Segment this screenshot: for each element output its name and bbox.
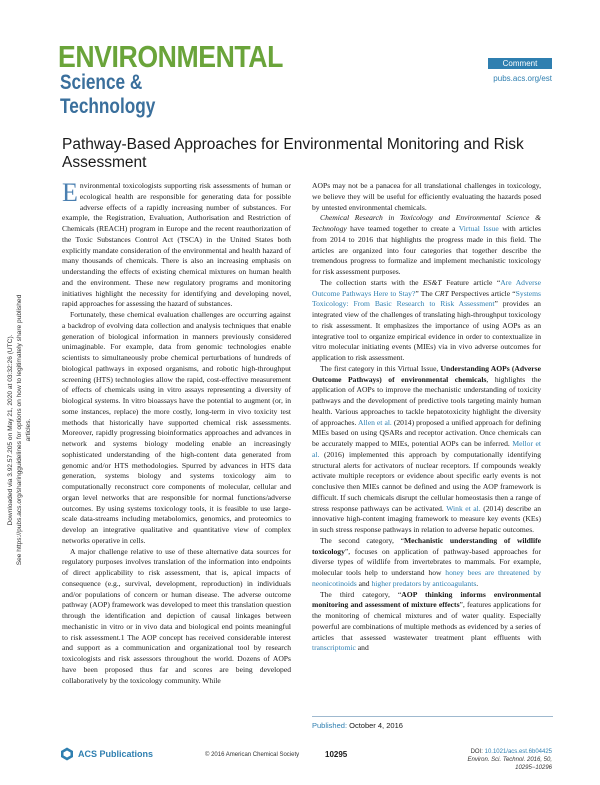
text-run: Feature article “ [441,277,501,287]
wink-et-al-link[interactable]: Wink et al. [446,503,481,513]
text-run: and [355,643,369,653]
copyright: © 2016 American Chemical Society [205,752,300,758]
published-date [312,716,553,730]
article-title: Pathway-Based Approaches for Environmental Monitoring and Risk Assessment [62,136,524,171]
paragraph [312,213,541,278]
left-column [62,178,291,686]
text-run: and [356,578,372,588]
journal-names: Chemical Research in Toxicology and Environmental Science & Technology [312,213,541,233]
text-run: ” provides an integrated view of the challenges of translating high-throughput toxicology to risk assessment. It emphasizes the importance of using AOPs as an integrative tool to organize empirical evidence in order to contextualize in vitro molecular initiating events (MIEs) via in vivo adverse outcomes for application to risk assessment. [312,299,541,362]
journal-url-link[interactable]: pubs.acs.org/est [493,74,552,83]
paragraph [312,536,541,590]
virtual-issue-link[interactable]: Virtual Issue [458,224,499,233]
higher-predators-link[interactable]: higher predators by anticoagulants [371,578,477,588]
text-run: (2014) describe an innovative high-content imaging framework to measure key events (KEs) in such stress response pathways in relation to adverse hepatic outcomes. [312,503,541,534]
doi-link[interactable]: 10.1021/acs.est.6b04425 [484,749,552,755]
doi-line [440,748,552,756]
download-notice-line1: Downloaded via 3.92.57.205 on May 21, 2020 at 03:32:26 (UTC). [7,334,14,526]
allen-et-al-link[interactable]: Allen et al. [358,417,392,427]
text-run: ” The [415,288,435,298]
acs-hex-icon [60,747,74,761]
text-run: CRT [434,288,449,298]
doi-block [440,748,552,772]
text-run: The second category, “ [320,535,404,545]
article-type-badge: Comment [488,58,552,69]
text-run: ”, focuses on application of pathway-based approaches for diverse types of wildlife from invertebrates to mammals. For example, molecular tools help to understand how [312,546,541,577]
drop-cap: E [62,178,78,207]
journal-logo[interactable] [58,39,283,118]
aop-feature-link[interactable]: Are Adverse Outcome Pathways Here to Stay? [312,277,541,298]
journal-logo-line2: Science & Technology [60,71,156,118]
text-run: Perspectives article “ [448,288,516,298]
text-run: The third category, “ [320,589,402,599]
published-label: Published: [312,721,348,730]
download-notice-line2[interactable]: See https://pubs.acs.org/sharingguidelines for options on how to legitimately share published articles. [16,294,32,566]
systems-toxicology-link[interactable]: Systems Toxicology: From Basic Research to Risk Assessment [312,288,541,309]
paragraph: A major challenge relative to use of these alternative data sources for regulatory purposes involves translation of the information into endpoints of direct applicability to risk assessment, that is, apical impacts of consequence (e.g., survival, development, reproduction) in individuals and/or populations of concern or human disease. The adverse outcome pathway (AOP) framework was developed to meet this translation question through the identification and depiction of causal linkages between mechanistic in vitro or in vivo data and biological end points meaningful to risk assessment.1 The AOP concept has received considerable interest and support as a communication and organizational tool by research toxicologists and risk assessors throughout the world. Dozens of AOPs have been proposed thus far and scores are being developed collaboratively by the toxicology community. While [62,546,291,685]
text-run: with articles from 2014 to 2016 that highlights the progress made in this field. The articles are organized into four categories that together describe the tremendous progress to formalize and implement mechanistic toxicology for risk assessment purposes. [312,224,541,276]
paragraph [62,178,291,310]
honey-bees-link[interactable]: honey bees are threatened by neonicotinoids [312,568,541,588]
text-run: , highlights the application of AOPs to improve the mechanistic understanding of toxicity pathways and the development of predictive tools targeting mainly human health. Various approaches to tackle hepatotoxicity highlight the diversity of approaches. [312,374,541,427]
paragraph: Fortunately, these chemical evaluation challenges are occurring against a backdrop of evolving data collection and analysis techniques that enable generation of biological information in manners previously considered unimaginable. For example, data from genomic technologies enable scientists to simultaneously probe chemical perturbations of hundreds of biological pathways in exposed organisms, and robotic high-throughput screening (HTS) technologies allow the rapid, cost-effective measurement of effects of chemicals using in vitro assays representing a diversity of biological systems. In vitro bioassays have the potential to augment (or, in some instances, replace) the more costly, long-term in vivo toxicity test methods that historically have supported chemical risk assessments. Moreover, rapidly progressing bioinformatics approaches and advances in network and systems biology modeling enable an increasingly sophisticated understanding of the high-content data generated from genomic and/or HTS methodologies. Spurred by advances in HTS data generation, systems biology and systems toxicology aim to computationally reconstruct core components of molecular, cellular and organ level networks that are responsible for normal functions/adverse outcomes. By using systems toxicology tools, it is feasible to use large-scale data-streams including metabolomics, genomics, and proteomics to develop an integrative qualitative and quantitative view of complex networks operative in cells. [62,310,291,545]
citation: Environ. Sci. Technol. 2016, 50, 10295−10296 [467,757,552,771]
download-notice [6,290,36,570]
text-run: The collection starts with the [320,277,424,287]
right-column [312,181,541,654]
transcriptomic-link[interactable]: transcriptomic [312,643,356,653]
paragraph [312,590,541,655]
text-run: The first category in this Virtual Issue, [320,363,441,373]
category-heading: Mechanistic understanding of wildlife toxicology [312,535,541,556]
doi-label: DOI: [470,749,485,755]
text-run: (2016) implemented this approach by computationally identifying structural alerts for activators of nuclear receptors. If compounds weakly activate multiple receptors or evidence about specific early events is not conclusive then MIEs cannot be defined and using the AOP framework is difficult. If such chemicals disrupt the cellular homeostasis then a range of stress response pathways can be activated. [312,449,541,513]
text-run: . [476,578,479,588]
publisher-name: ACS Publications [78,749,154,759]
text-run: (2014) proposed a unified approach for defining MIEs based on using QSARs and receptor activation. Once chemicals can be accurately mapped to MIEs, potential AOPs can be inferred. [312,417,541,448]
published-value: October 4, 2016 [349,721,403,730]
text-run: have teamed together to create a [346,224,459,233]
paragraph: AOPs may not be a panacea for all translational challenges in toxicology, we believe they will be useful for efficiently evaluating the hazards posed by untested environmental chemicals. [312,181,541,212]
paragraph-text: nvironmental toxicologists supporting risk assessments of human or ecological health are responsible for generating data for possible adverse effects of a rapidly increasing number of substances. For example, the Registration, Evaluation, Authorisation and Restriction of Chemicals (REACH) program in Europe and the recent reauthorization of the Toxic Substances Control Act (TSCA) in the United States both explicitly mandate consideration of the environmental and health hazard of many thousands of chemicals. There is also an increasing emphasis on understanding the effects of existing chemical mixtures on human health and the environment. These new regulatory programs and monitoring initiatives highlight the necessity for identifying and developing novel, rapid approaches for assessing the hazard of substances. [62,181,291,309]
journal-logo-line1: ENVIRONMENTAL [58,39,283,74]
page-number: 10295 [325,750,348,759]
text-run: ”, features applications for the monitoring of chemical mixtures and of water quality. Especially powerful are combinations of multiple methods as evidenced by a series of articles that assessed wastewater treatment plant effluents with [312,600,541,642]
paragraph [312,364,541,536]
text-run: ES&T [423,277,442,287]
paragraph [312,278,541,364]
category-heading: Understanding AOPs (Adverse Outcome Pathways) of environmental chemicals [312,363,541,384]
mellor-et-al-link[interactable]: Mellor et al. [312,439,542,459]
category-heading: AOP thinking informs environmental monitoring and assessment of mixture effects [312,589,541,610]
page-footer [0,737,600,785]
